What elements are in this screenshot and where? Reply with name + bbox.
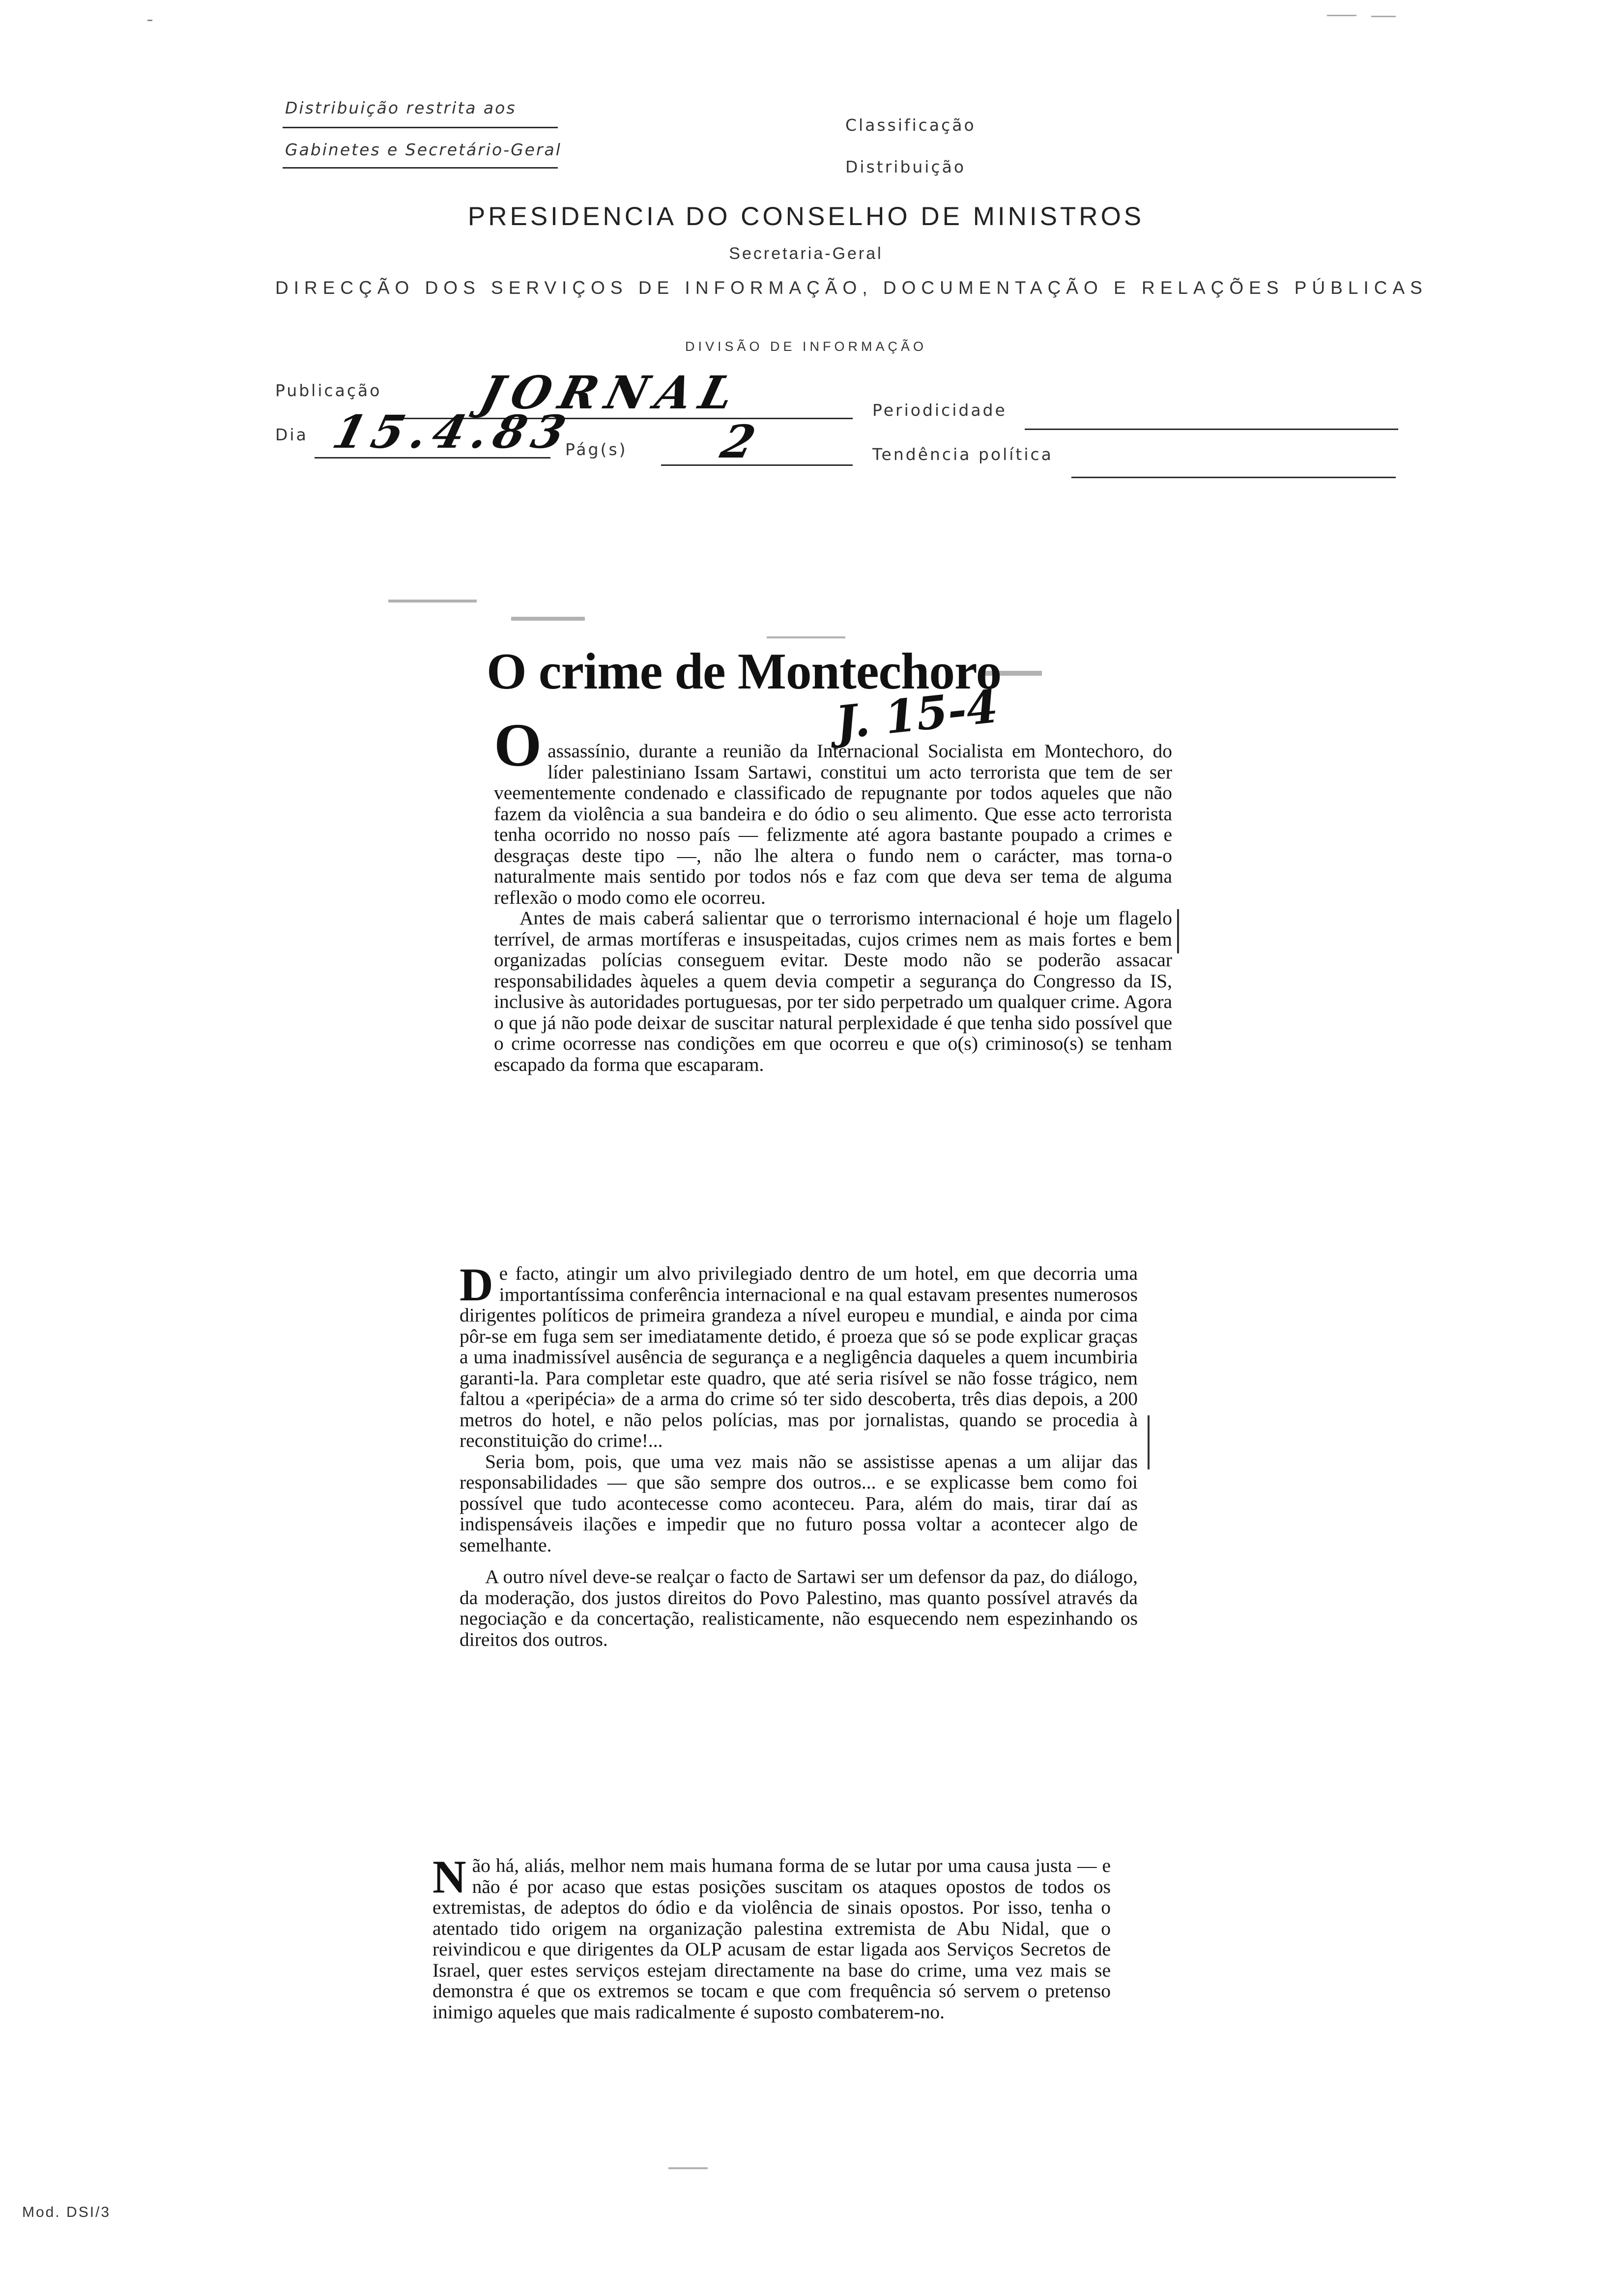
dropcap-n: N <box>432 1851 466 1903</box>
paragraph-4: Seria bom, pois, que uma vez mais não se assistisse apenas a um alijar das responsabilidades — que são sempre dos outros... e se explicasse bem como foi possível que tudo acontecesse como aconteceu. Para, além do mais, tirar daí as indispensáveis ilações e impedir que no futuro possa voltar a acontecer algo de semelhante. <box>460 1450 1138 1556</box>
periodicity-field <box>1025 429 1398 430</box>
day-value: 15.4.83 <box>327 405 578 459</box>
publication-label: Publicação <box>275 381 382 400</box>
margin-mark <box>1177 909 1179 953</box>
dropcap-o: O <box>494 712 542 779</box>
periodicity-label: Periodicidade <box>872 401 1007 420</box>
clipping-edge-noise <box>388 600 477 603</box>
day-label: Dia <box>275 425 308 444</box>
publication-value: JORNAL <box>475 366 748 419</box>
restriction-underline-1 <box>283 127 558 128</box>
tendency-label: Tendência política <box>872 445 1053 464</box>
margin-mark <box>1148 1415 1150 1469</box>
presidency-title: PRESIDENCIA DO CONSELHO DE MINISTROS <box>467 202 1145 231</box>
pages-field <box>661 464 853 466</box>
handwritten-date: J. 15-4 <box>833 680 1001 749</box>
article-title: O crime de Montechoro <box>487 642 1002 700</box>
paragraph-1: assassínio, durante a reunião da Internacional Socialista em Montechoro, do líder palestiniano Issam Sartawi, constitui um acto terrorista que tem de ser veementemente condenado e classificado de repugnante por todos aqueles que não fazem da violência a sua bandeira e do ódio o seu alimento. Que esse acto terrorista tenha ocorrido no nosso país — felizmente até agora bastante poupado a crimes e desgraças deste tipo —, não lhe altera o fundo nem o carácter, mas torna-o naturalmente mais sentido por todos nós e faz com que deva ser tema de alguma reflexão o modo como ele ocorreu. <box>494 740 1172 908</box>
article-section-3 <box>432 1851 1111 2023</box>
directorate-title: DIRECÇÃO DOS SERVIÇOS DE INFORMAÇÃO, DOCUMENTAÇÃO E RELAÇÕES PÚBLICAS <box>275 278 1428 298</box>
classification-label: Classificação <box>845 115 976 135</box>
distribution-label: Distribuição <box>845 157 966 176</box>
scan-mark <box>1371 16 1396 17</box>
scan-mark <box>147 20 152 21</box>
division-title: DIVISÃO DE INFORMAÇÃO <box>685 339 927 354</box>
dropcap-d: D <box>460 1259 493 1311</box>
scan-mark <box>1327 15 1356 16</box>
secretariat-title: Secretaria-Geral <box>729 244 883 263</box>
pages-value: 2 <box>716 415 761 468</box>
restriction-line-1: Distribuição restrita aos <box>285 98 517 117</box>
form-code: Mod. DSI/3 <box>22 2204 111 2220</box>
article-section-2 <box>460 1259 1138 1650</box>
paragraph-6: ão há, aliás, melhor nem mais humana forma de se lutar por uma causa justa — e não é por acaso que estas posições suscitam os ataques opostos de todos os extremistas, de adeptos do ódio e da violência de sinais opostos. Por isso, tenha o atentado tido origem na organização palestina extremista de Abu Nidal, que o reivindicou e que dirigentes da OLP acusam de estar ligada aos Serviços Secretos de Israel, quer estes serviços estejam directamente na base do crime, uma vez mais se demonstra é que os extremos se tocam e que com frequência só servem o pretenso inimigo aqueles que mais radicalmente é suposto combaterem-no. <box>432 1855 1111 2023</box>
restriction-underline-2 <box>283 167 558 169</box>
tendency-field <box>1071 477 1396 478</box>
paragraph-5: A outro nível deve-se realçar o facto de Sartawi ser um defensor da paz, do diálogo, da moderação, dos justos direitos do Povo Palestino, mas quanto possível através da negociação e da concertação, realisticamente, não esquecendo nem espezinhando os direitos dos outros. <box>460 1566 1138 1650</box>
clipping-edge-noise <box>767 636 845 638</box>
paragraph-3: e facto, atingir um alvo privilegiado dentro de um hotel, em que decorria uma importantíssima conferência internacional e na qual estavam presentes numerosos dirigentes políticos de primeira grandeza a nível europeu e mundial, e ainda por cima pôr-se em fuga sem ser imediatamente detido, é proeza que só se pode explicar graças a uma inadmissível ausência de segurança e a negligência daqueles a quem incumbiria garanti-la. Para completar este quadro, que até seria risível se não fosse trágico, nem faltou a «peripécia» de a arma do crime só ter sido descoberta, três dias depois, a 200 metros do hotel, e não pelos polícias, mas por jornalistas, quando se procedia à reconstituição do crime!... <box>460 1263 1138 1451</box>
pages-label: Pág(s) <box>565 440 628 459</box>
page-mark <box>668 2167 708 2169</box>
paragraph-2: Antes de mais caberá salientar que o terrorismo internacional é hoje um flagelo terrível, de armas mortíferas e insuspeitadas, cujos crimes nem as mais fortes e bem organizadas polícias conseguem evitar. Deste modo não se poderão assacar responsabilidades àqueles a quem devia competir a segurança do Congresso da IS, inclusive às autoridades portuguesas, por ter sido perpetrado um qualquer crime. Agora o que já não pode deixar de suscitar natural perplexidade é que tenha sido possível que o crime ocorresse nas condições em que ocorreu e que o(s) criminoso(s) se tenham escapado da forma que escaparam. <box>494 907 1172 1075</box>
restriction-line-2: Gabinetes e Secretário-Geral <box>285 140 562 159</box>
clipping-edge-noise <box>511 617 585 621</box>
